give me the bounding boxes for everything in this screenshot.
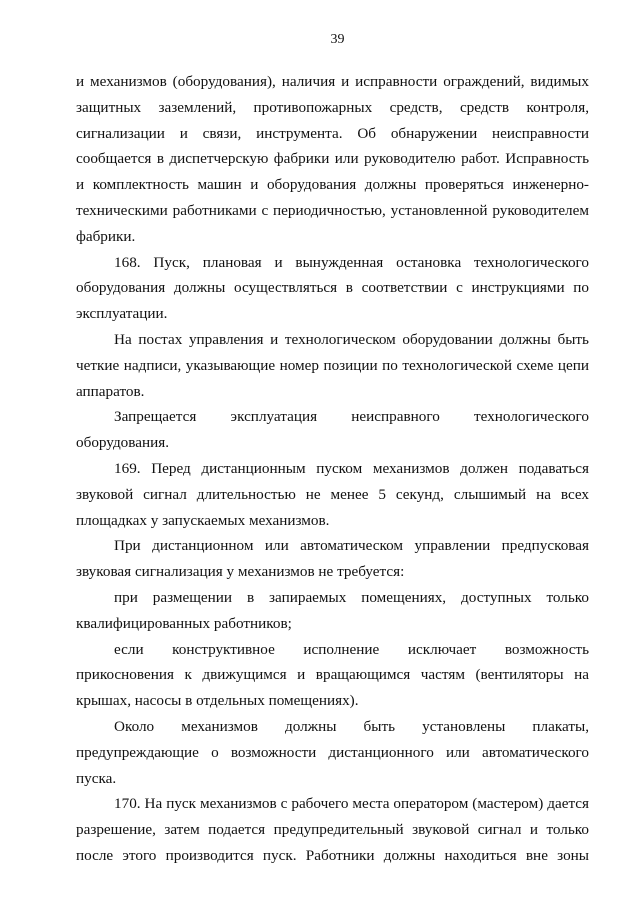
paragraph-168: 168. Пуск, плановая и вынужденная остановка технологического оборудования должны осуществляться в соответствии с инструкциями по эксплуатации. [76, 253, 589, 323]
paragraph-prohibition: Запрещается эксплуатация неисправного технологического оборудования. [76, 408, 589, 452]
paragraph-remote-control: При дистанционном или автоматическом управлении предпусковая звуковая сигнализация у механизмов не требуется: [76, 537, 589, 581]
paragraph-design-exclusion: если конструктивное исполнение исключает возможность прикосновения к движущимся и вращающимся частям (вентиляторы на крышах, насосы в отдельных помещениях). [76, 640, 589, 710]
paragraph-169: 169. Перед дистанционным пуском механизмов должен подаваться звуковой сигнал длительностью не менее 5 секунд, слышимый на всех площадках у запускаемых механизмов. [76, 459, 589, 529]
paragraph-control-posts: На постах управления и технологическом оборудовании должны быть четкие надписи, указывающие номер позиции по технологической схеме цепи аппаратов. [76, 330, 589, 400]
paragraph-warning-posters: Около механизмов должны быть установлены плакаты, предупреждающие о возможности дистанционного или автоматического пуска. [76, 717, 589, 787]
paragraph-locked-rooms: при размещении в запираемых помещениях, доступных только квалифицированных работников; [76, 588, 589, 632]
paragraph-continuation: и механизмов (оборудования), наличия и исправности ограждений, видимых защитных заземлений, противопожарных средств, средств контроля, сигнализации и связи, инструмента. Об обнаружении неисправности сообщается в диспетчерскую фабрики или руководителю работ. Исправность и комплектность машин и оборудования должны проверяться инженерно-техническими работниками с периодичностью, установленной руководителем фабрики. [76, 73, 589, 245]
page-number: 39 [330, 32, 345, 47]
paragraph-170: 170. На пуск механизмов с рабочего места оператором (мастером) дается разрешение, затем подается предупредительный звуковой сигнал и только после этого производится пуск. Работники должны находиться вне зоны [76, 795, 589, 864]
